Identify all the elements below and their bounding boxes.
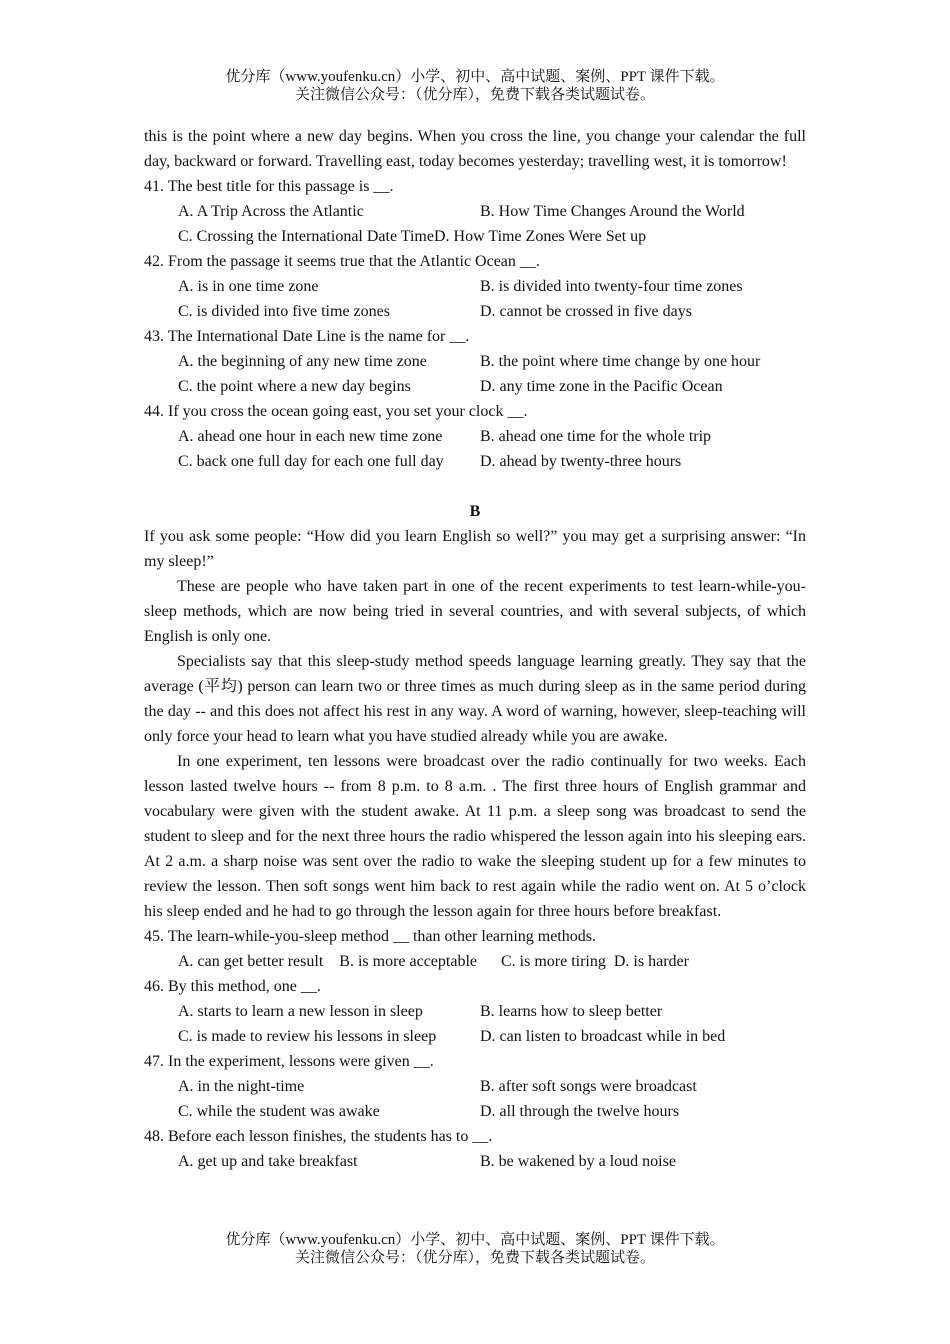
- options-row: [144, 449, 806, 474]
- question-46: [144, 974, 806, 1049]
- question-47-text: 47. In the experiment, lessons were given __.: [144, 1053, 434, 1070]
- options-row: [144, 1074, 806, 1099]
- option-a: A. get up and take breakfast: [178, 1153, 358, 1170]
- options-row: [144, 1149, 806, 1174]
- option-d: D. any time zone in the Pacific Ocean: [480, 378, 723, 395]
- section-heading-b: B: [469, 503, 481, 520]
- passage-b-paragraph-2: These are people who have taken part in one of the recent experiments to test learn-while-you-sleep methods, which are now being tried in several countries, and with several subjects, of which English is only one.: [144, 578, 806, 645]
- question-48-text: 48. Before each lesson finishes, the students has to __.: [144, 1128, 493, 1145]
- options-row: [144, 274, 806, 299]
- option-d: D. cannot be crossed in five days: [480, 303, 692, 320]
- footer-line-2: 关注微信公众号：（优分库），免费下载各类试题试卷。: [294, 1250, 655, 1266]
- options-abcd: A. can get better result B. is more acceptable C. is more tiring D. is harder: [178, 953, 689, 970]
- passage-b-paragraph-1: If you ask some people: “How did you learn English so well?” you may get a surprising answer: “In my sleep!”: [144, 528, 806, 570]
- page-header: [0, 68, 950, 104]
- option-c: C. the point where a new day begins: [178, 378, 411, 395]
- option-b: B. be wakened by a loud noise: [480, 1153, 676, 1170]
- question-41-text: 41. The best title for this passage is __.: [144, 178, 394, 195]
- option-b: B. the point where time change by one hour: [480, 353, 761, 370]
- question-48: [144, 1124, 806, 1174]
- option-a: A. the beginning of any new time zone: [178, 353, 427, 370]
- options-row: [144, 374, 806, 399]
- question-46-text: 46. By this method, one __.: [144, 978, 321, 995]
- options-row: [144, 199, 806, 224]
- question-42: [144, 249, 806, 324]
- options-row: [144, 999, 806, 1024]
- header-line-2: 关注微信公众号：（优分库），免费下载各类试题试卷。: [294, 87, 655, 103]
- options-row: [144, 1099, 806, 1124]
- option-c: C. back one full day for each one full day: [178, 453, 444, 470]
- question-41: [144, 174, 806, 249]
- option-b: B. is divided into twenty-four time zones: [480, 278, 743, 295]
- question-47: [144, 1049, 806, 1124]
- option-cd: C. Crossing the International Date TimeD. How Time Zones Were Set up: [178, 228, 647, 245]
- question-43-text: 43. The International Date Line is the name for __.: [144, 328, 470, 345]
- options-row: [144, 299, 806, 324]
- intro-paragraph: this is the point where a new day begins. When you cross the line, you change your calendar the full day, backward or forward. Travelling east, today becomes yesterday; travelling west, it is tomorrow!: [144, 128, 806, 170]
- options-row: [144, 949, 806, 974]
- footer-line-1: 优分库（www.youfenku.cn）小学、初中、高中试题、案例、PPT 课件下载。: [225, 1232, 725, 1248]
- option-b: B. learns how to sleep better: [480, 1003, 663, 1020]
- option-d: D. ahead by twenty-three hours: [480, 453, 682, 470]
- option-a: A. A Trip Across the Atlantic: [178, 203, 364, 220]
- option-a: A. is in one time zone: [178, 278, 319, 295]
- header-line-1: 优分库（www.youfenku.cn）小学、初中、高中试题、案例、PPT 课件下载。: [225, 69, 725, 85]
- passage-b-paragraph-3: Specialists say that this sleep-study method speeds language learning greatly. They say that the average (平均) person can learn two or three times as much during sleep as in the same period during the day -- and this does not affect his rest in any way. A word of warning, however, sleep-teaching will only force your head to learn what you have studied already while you are awake.: [144, 653, 806, 745]
- passage-b-paragraph-4: In one experiment, ten lessons were broadcast over the radio continually for two weeks. Each lesson lasted twelve hours -- from 8 p.m. to 8 a.m. . The first three hours of English grammar and vocabulary were given with the student awake. At 11 p.m. a sleep song was broadcast to send the student to sleep and for the next three hours the radio whispered the lesson again into his sleeping ears. At 2 a.m. a sharp noise was sent over the radio to wake the sleeping student up for a few minutes to review the lesson. Then soft songs went him back to rest again while the radio went on. At 5 o’clock his sleep ended and he had to go through the lesson again for three hours before breakfast.: [144, 753, 806, 920]
- option-c: C. is divided into five time zones: [178, 303, 390, 320]
- question-42-text: 42. From the passage it seems true that the Atlantic Ocean __.: [144, 253, 540, 270]
- document-body: [144, 124, 806, 1174]
- options-row: [144, 349, 806, 374]
- option-c: C. is made to review his lessons in sleep: [178, 1028, 437, 1045]
- options-row: [144, 1024, 806, 1049]
- option-b: B. How Time Changes Around the World: [480, 203, 745, 220]
- question-44-text: 44. If you cross the ocean going east, you set your clock __.: [144, 403, 528, 420]
- option-a: A. in the night-time: [178, 1078, 305, 1095]
- option-d: D. can listen to broadcast while in bed: [480, 1028, 726, 1045]
- option-b: B. ahead one time for the whole trip: [480, 428, 712, 445]
- option-a: A. starts to learn a new lesson in sleep: [178, 1003, 423, 1020]
- question-45-text: 45. The learn-while-you-sleep method __ than other learning methods.: [144, 928, 597, 945]
- question-43: [144, 324, 806, 399]
- option-d: D. all through the twelve hours: [480, 1103, 680, 1120]
- option-b: B. after soft songs were broadcast: [480, 1078, 697, 1095]
- page-footer: [0, 1231, 950, 1267]
- option-c: C. while the student was awake: [178, 1103, 380, 1120]
- option-a: A. ahead one hour in each new time zone: [178, 428, 443, 445]
- question-44: [144, 399, 806, 474]
- options-row: [144, 224, 806, 249]
- question-45: [144, 924, 806, 974]
- options-row: [144, 424, 806, 449]
